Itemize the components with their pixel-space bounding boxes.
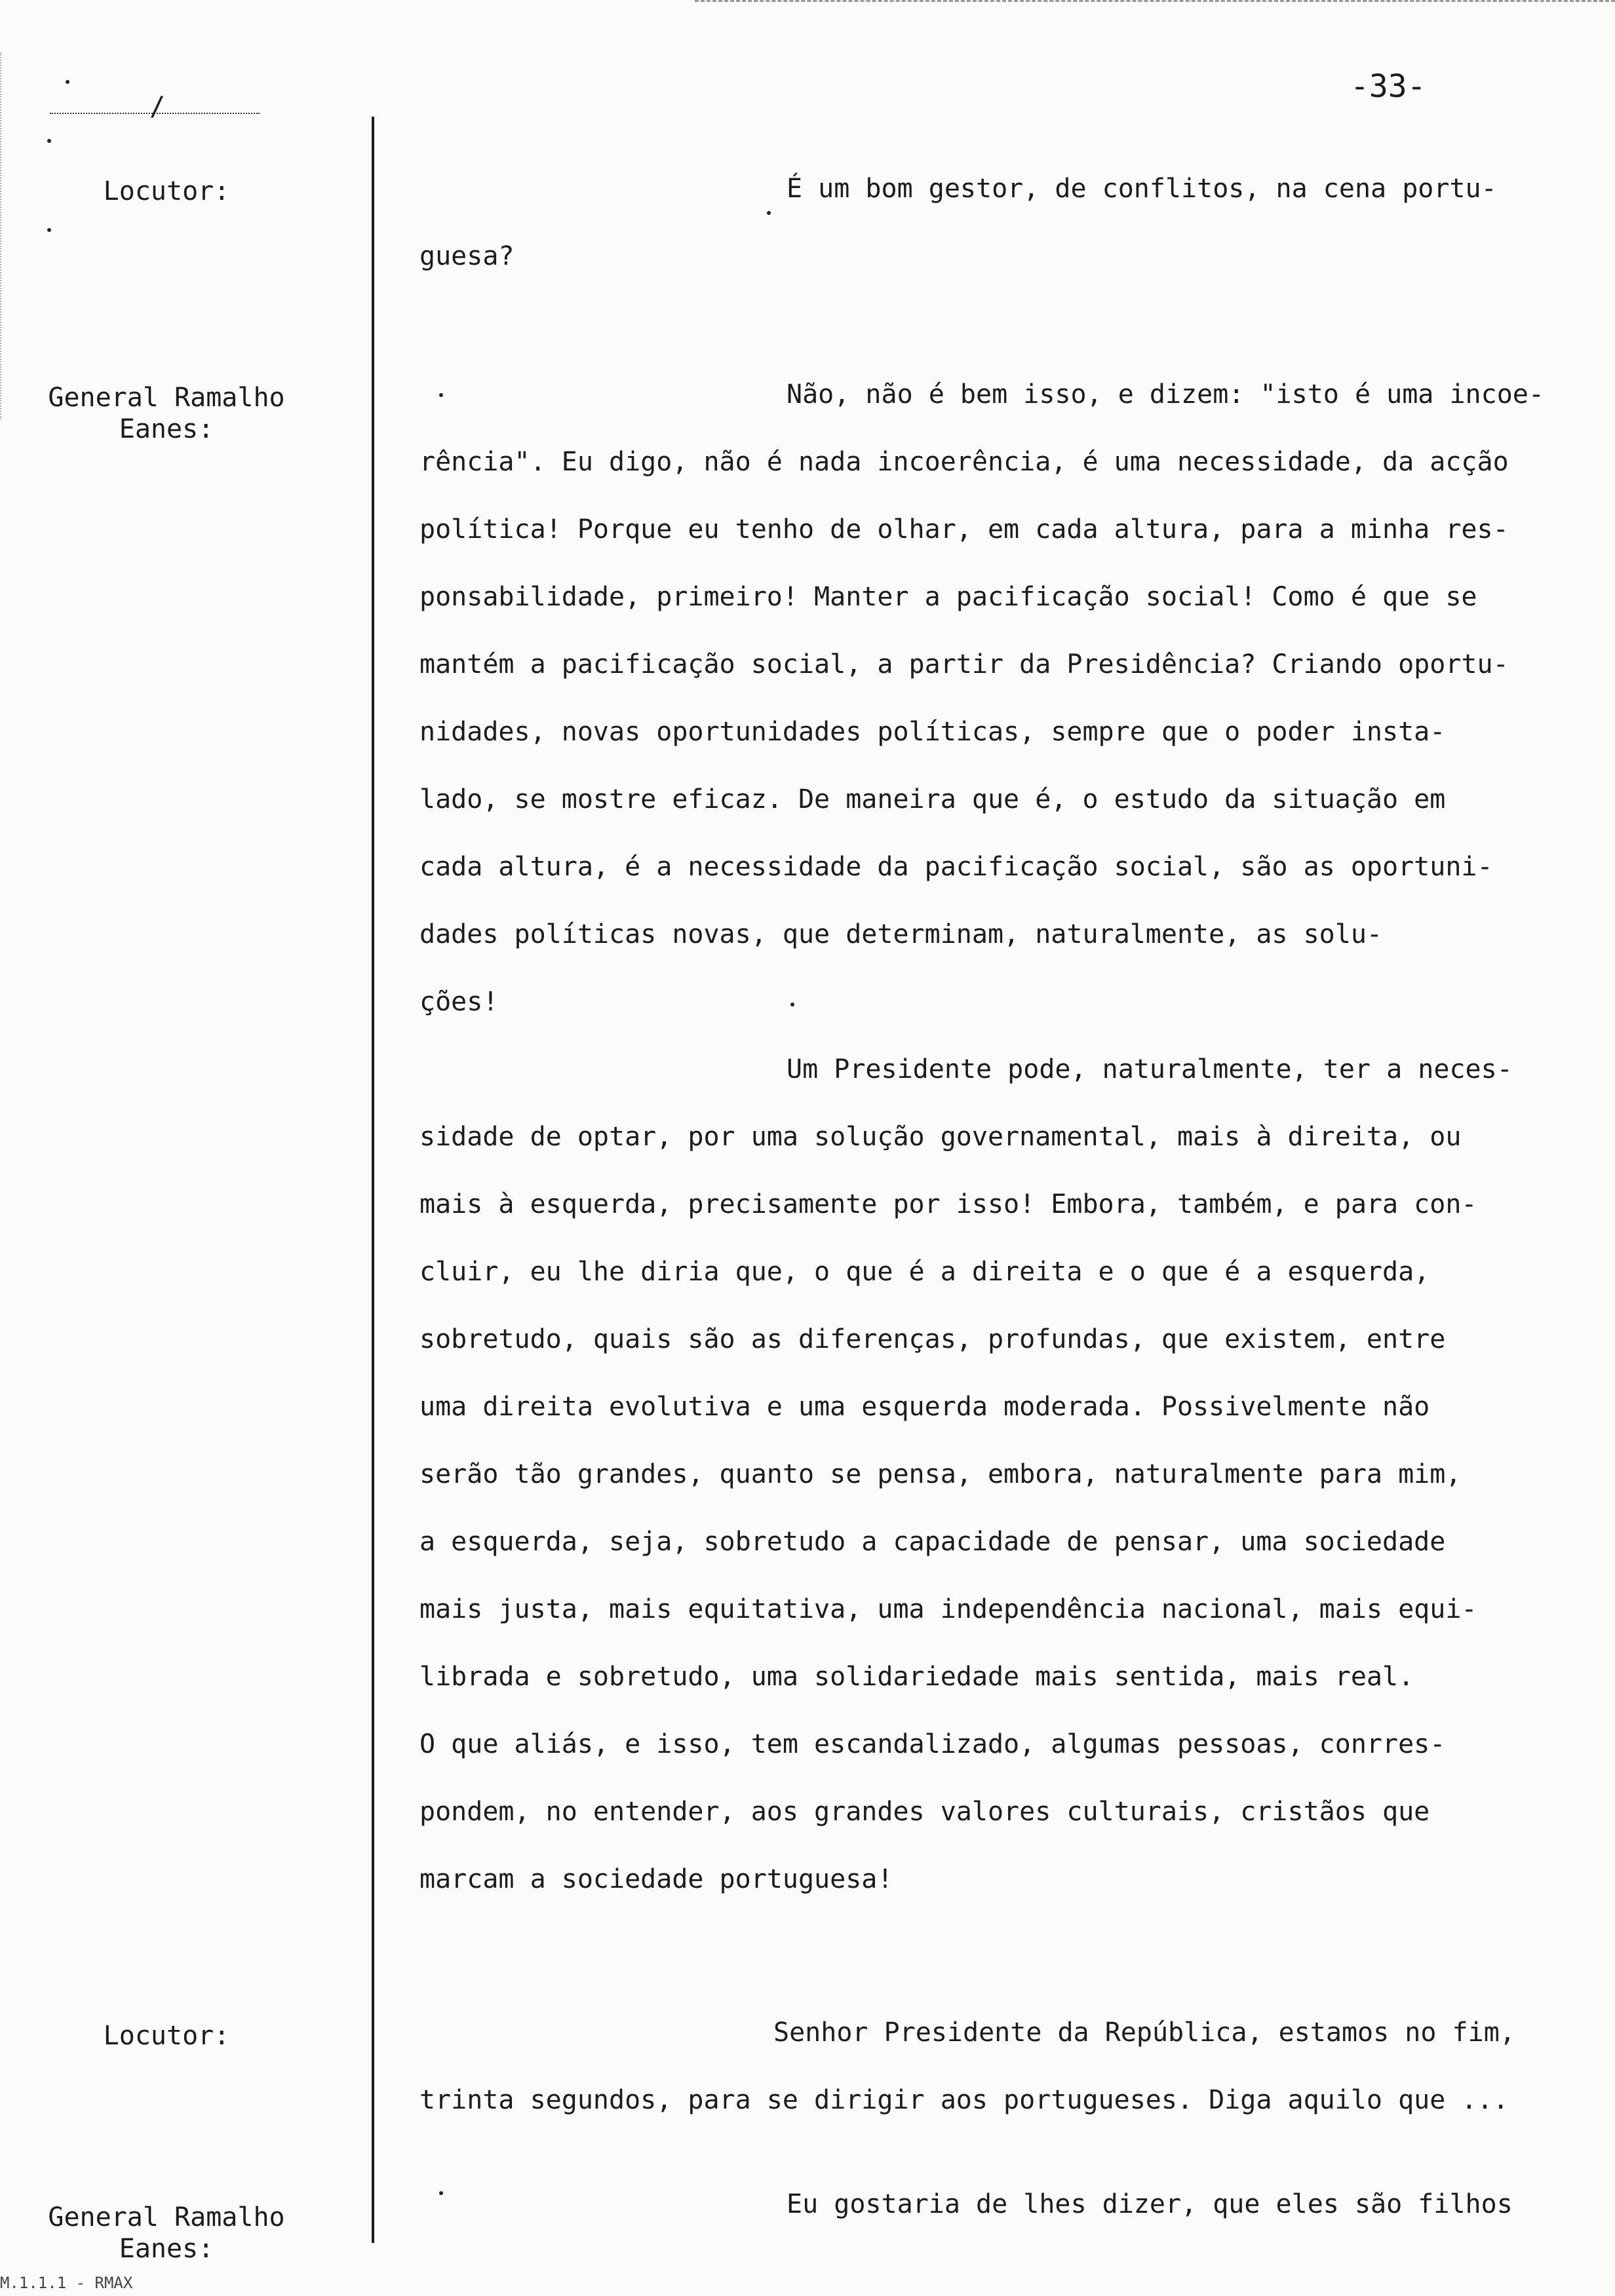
transcript-line: Eu gostaria de lhes dizer, que eles são filhos	[787, 2189, 1513, 2219]
transcript-line: guesa?	[419, 241, 515, 271]
transcript-line: librada e sobretudo, uma solidariedade mais sentida, mais real.	[419, 1662, 1414, 1692]
speaker-label: Locutor:	[103, 176, 230, 206]
transcript-line: cluir, eu lhe diria que, o que é a direita e o que é a esquerda,	[419, 1257, 1430, 1287]
transcript-line: mais justa, mais equitativa, uma independência nacional, mais equi-	[419, 1594, 1477, 1624]
form-slash-mark: /	[149, 92, 166, 122]
footer-code: M.1.1.1 - RMAX	[0, 2274, 133, 2292]
transcript-line: mais à esquerda, precisamente por isso! Embora, também, e para con-	[419, 1189, 1477, 1219]
transcript-line: É um bom gestor, de conflitos, na cena portu-	[787, 174, 1497, 204]
transcript-line: nidades, novas oportunidades políticas, sempre que o poder insta-	[419, 717, 1446, 747]
transcript-line: política! Porque eu tenho de olhar, em cada altura, para a minha res-	[419, 514, 1509, 545]
left-scan-edge	[0, 52, 3, 419]
transcript-line: lado, se mostre eficaz. De maneira que é, o estudo da situação em	[419, 784, 1446, 814]
column-divider	[372, 117, 374, 2243]
transcript-line: serão tão grandes, quanto se pensa, embora, naturalmente para mim,	[419, 1459, 1462, 1489]
transcript-line: O que aliás, e isso, tem escandalizado, algumas pessoas, conrres-	[419, 1729, 1446, 1759]
speaker-label: Locutor:	[103, 2021, 230, 2051]
scan-speck	[47, 139, 51, 143]
transcript-line: rência". Eu digo, não é nada incoerência, é uma necessidade, da acção	[419, 447, 1509, 477]
top-scan-rule	[695, 0, 1615, 7]
transcript-line: ções!	[419, 987, 499, 1017]
transcript-line: marcam a sociedade portuguesa!	[419, 1864, 893, 1894]
scan-speck	[47, 228, 51, 232]
transcript-line: cada altura, é a necessidade da pacificação social, são as oportuni-	[419, 852, 1493, 882]
transcript-block	[419, 2171, 1587, 2238]
transcript-line: pondem, no entender, aos grandes valores culturais, cristãos que	[419, 1797, 1430, 1827]
page-number: -33-	[1350, 68, 1426, 105]
transcript-block	[419, 155, 1587, 290]
transcript-line: ponsabilidade, primeiro! Manter a pacificação social! Como é que se	[419, 582, 1477, 612]
transcript-line: Senhor Presidente da República, estamos no fim,	[773, 2018, 1515, 2048]
transcript-block	[419, 1999, 1587, 2134]
transcript-line: dades políticas novas, que determinam, naturalmente, as solu-	[419, 919, 1383, 949]
transcript-line: trinta segundos, para se dirigir aos portugueses. Diga aquilo que ...	[419, 2085, 1509, 2115]
speaker-label: General Ramalho Eanes:	[48, 2202, 285, 2264]
transcript-line: sobretudo, quais são as diferenças, profundas, que existem, entre	[419, 1324, 1446, 1354]
transcript-block	[419, 361, 1587, 1913]
transcript-line: sidade de optar, por uma solução governamental, mais à direita, ou	[419, 1122, 1462, 1152]
speaker-label: General Ramalho Eanes:	[48, 383, 285, 444]
transcript-line: mantém a pacificação social, a partir da Presidência? Criando oportu-	[419, 649, 1509, 679]
transcript-line: a esquerda, seja, sobretudo a capacidade de pensar, uma sociedade	[419, 1527, 1446, 1557]
transcript-line: uma direita evolutiva e uma esquerda moderada. Possivelmente não	[419, 1392, 1430, 1422]
transcript-line: Um Presidente pode, naturalmente, ter a neces-	[787, 1054, 1513, 1084]
transcript-line: Não, não é bem isso, e dizem: "isto é uma incoe-	[787, 379, 1544, 410]
scan-speck	[66, 80, 69, 84]
